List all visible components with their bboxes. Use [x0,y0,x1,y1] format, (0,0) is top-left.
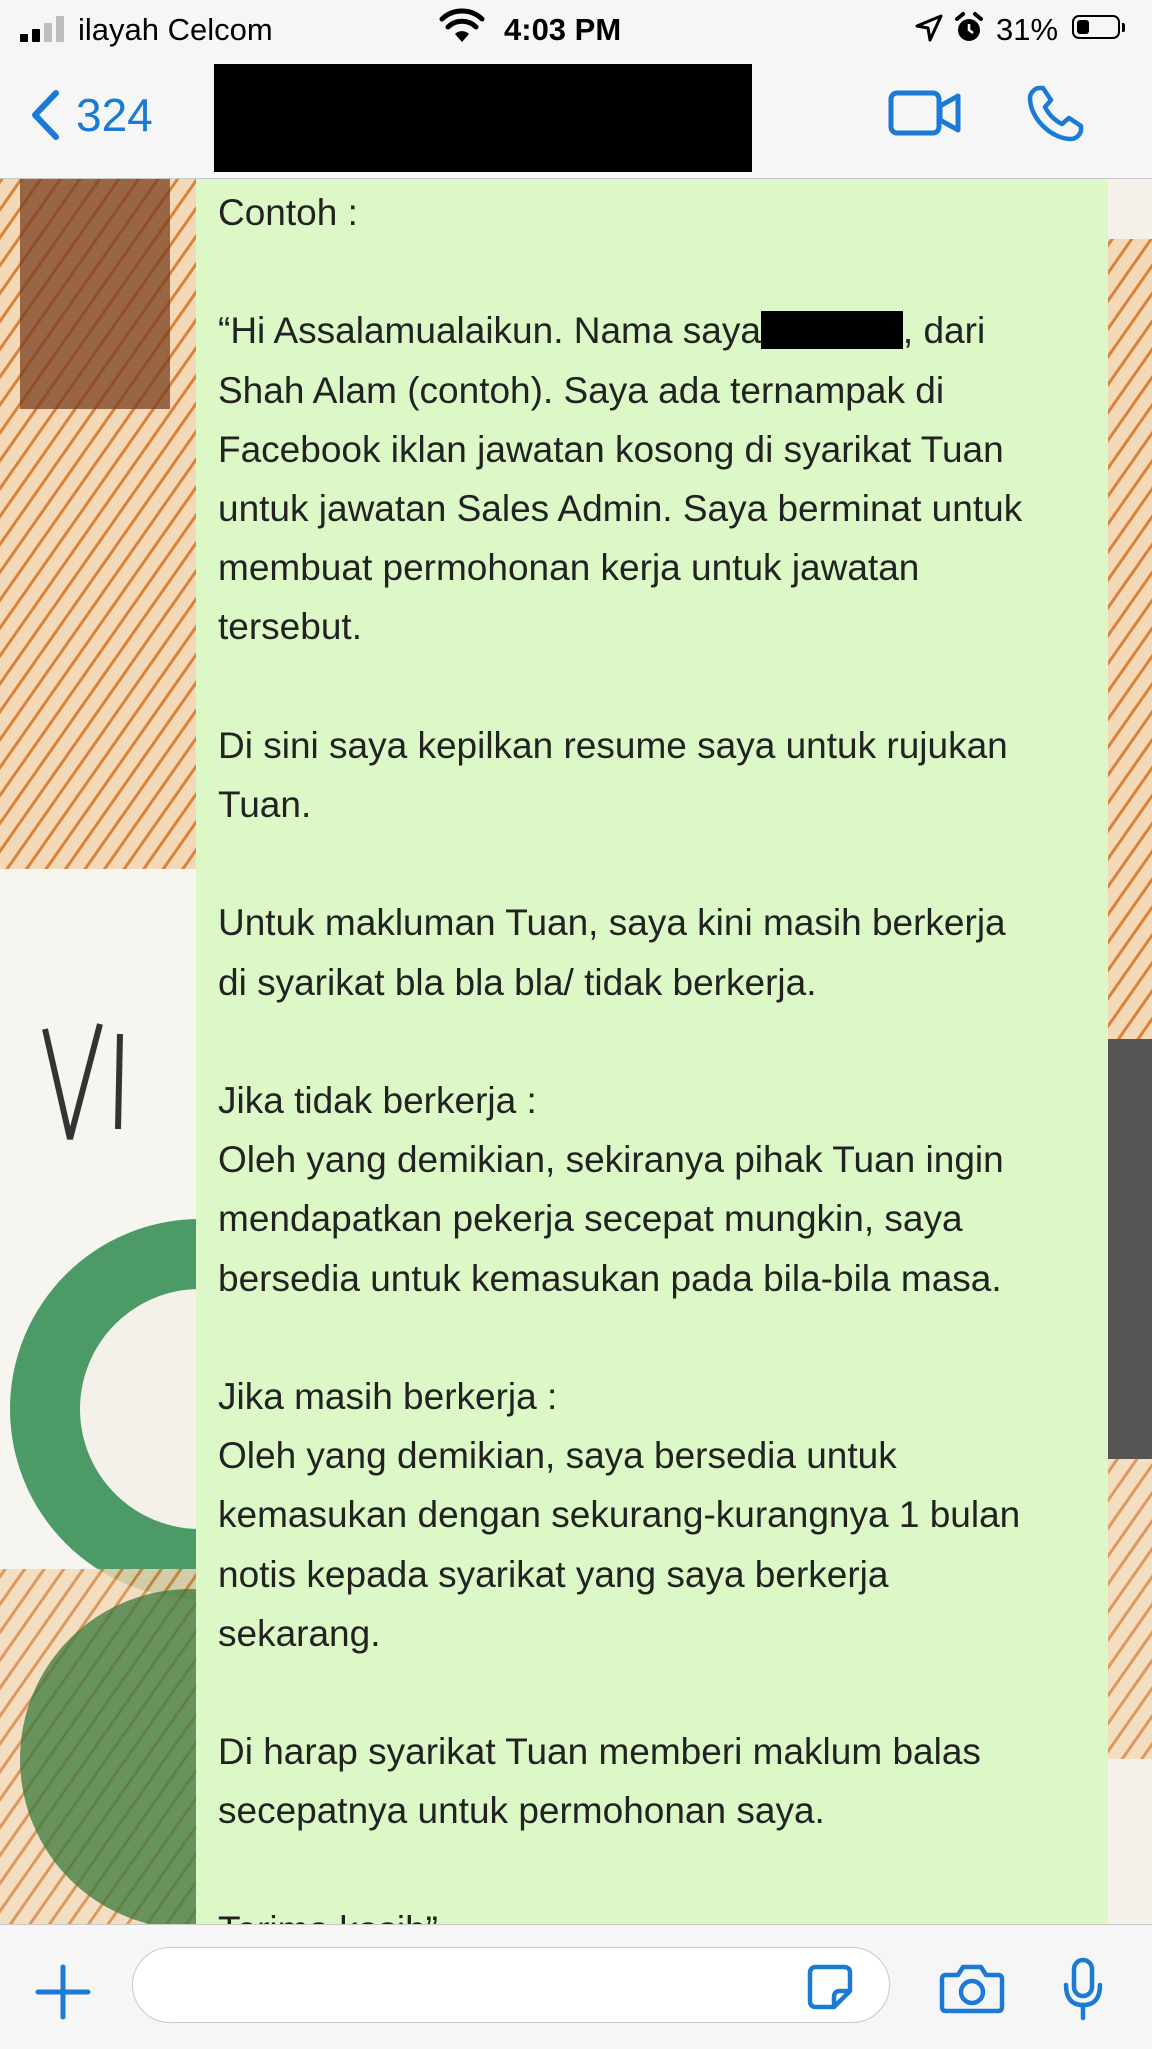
contact-name-redacted[interactable] [214,64,752,172]
message-line: Shah Alam (contoh). Saya ada ternampak di [218,369,945,411]
status-bar [0,0,1152,58]
message-blank-line [218,657,1108,716]
message-line: Jika masih berkerja : [218,1375,558,1417]
message-line: untuk jawatan Sales Admin. Saya berminat untuk [218,488,1023,529]
message-line: mendapatkan pekerja secepat mungkin, saya [218,1198,963,1240]
back-button[interactable] [30,88,153,142]
message-blank-line [218,1012,1108,1071]
message-line: di syarikat bla bla bla/ tidak berkerja. [218,961,817,1003]
unread-count: 324 [76,89,153,141]
message-blank-line [218,242,1108,301]
message-line: sekarang. [218,1612,381,1654]
attach-button[interactable] [34,1963,92,2026]
message-blank-line [218,1663,1108,1722]
message-line: bersedia untuk kemasukan pada bila-bila masa. [218,1257,1002,1299]
chat-area[interactable] [0,179,1152,1924]
chevron-left-icon [30,89,60,141]
message-line: tersebut. [218,606,362,648]
message-composer [0,1924,1152,2049]
sticker-icon [806,1963,854,2011]
sticker-button[interactable] [806,1963,854,2016]
video-call-button[interactable] [888,88,962,143]
message-line: Untuk makluman Tuan, saya kini masih berkerja [218,902,1006,944]
microphone-icon [1062,1957,1104,2021]
microphone-button[interactable] [1062,1957,1104,2026]
camera-button[interactable] [940,1963,1004,2018]
video-camera-icon [888,88,962,138]
message-input[interactable] [132,1947,890,2023]
message-line: Tuan. [218,784,312,825]
redacted-name [761,311,903,349]
message-line: secepatnya untuk permohonan saya. [218,1790,825,1832]
message-line: Di sini saya kepilkan resume saya untuk rujukan [218,724,1008,766]
camera-icon [940,1963,1004,2013]
battery-percent: 31% [996,12,1059,47]
message-bubble[interactable] [196,179,1108,1924]
wifi-icon [440,10,484,52]
message-line: notis kepada syarikat yang saya berkerja [218,1553,889,1595]
battery-icon [1072,15,1120,39]
phone-icon [1025,84,1085,144]
message-line: “Hi Assalamualaikun. Nama saya , dari [218,310,986,352]
message-blank-line [218,834,1108,893]
message-line: Jika tidak berkerja : [218,1079,537,1121]
location-icon [915,14,943,50]
message-line: Facebook iklan jawatan kosong di syarikat Tuan [218,428,1004,470]
message-line: Oleh yang demikian, saya bersedia untuk [218,1435,897,1477]
clock: 4:03 PM [504,12,622,47]
plus-icon [34,1963,92,2021]
message-line: Contoh : [218,192,358,233]
message-line: Oleh yang demikian, sekiranya pihak Tuan ingin [218,1139,1004,1181]
chat-header [0,58,1152,179]
carrier-name: ilayah Celcom [78,12,273,47]
message-blank-line [218,1841,1108,1900]
battery-tip [1122,23,1125,32]
message-line: membuat permohonan kerja untuk jawatan [218,547,920,589]
message-blank-line [218,1308,1108,1367]
message-line: Di harap syarikat Tuan memberi maklum balas [218,1731,981,1773]
message-line: kemasukan dengan sekurang-kurangnya 1 bulan [218,1494,1021,1536]
message-line-suffix: , dari [902,310,986,352]
alarm-icon [954,12,984,52]
battery-level [1077,20,1089,34]
voice-call-button[interactable] [1025,84,1085,149]
